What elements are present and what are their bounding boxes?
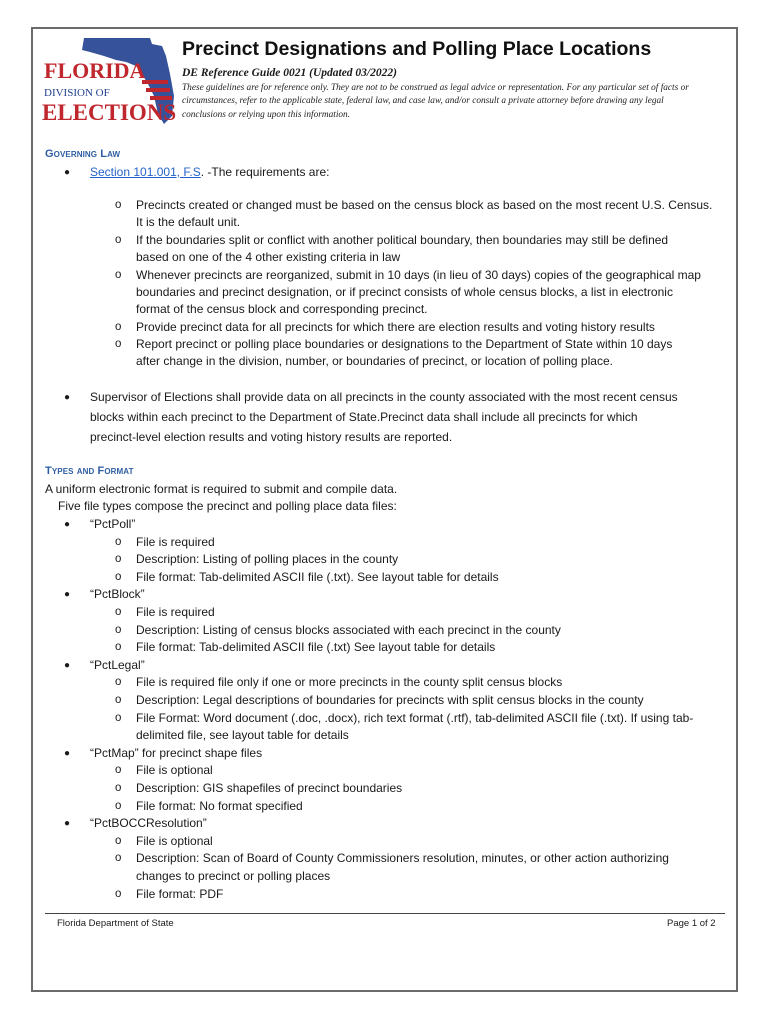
file-type-detail: File is required file only if one or more precincts in the county split census blocks bbox=[136, 675, 563, 689]
sub-marker: o bbox=[115, 199, 122, 211]
file-type-detail: File is optional bbox=[136, 834, 213, 848]
sub-marker: o bbox=[115, 536, 122, 548]
governing-law-bullet-1 bbox=[90, 164, 329, 181]
requirement-line: Precincts created or changed must be based on the census block as based on the most recent U.S. Census. bbox=[136, 198, 713, 212]
file-type-detail: File Format: Word document (.doc, .docx), rich text format (.rtf), tab-delimited ASCII file (.txt). If using tab- bbox=[136, 711, 694, 725]
types-intro-2: Five file types compose the precinct and polling place data files: bbox=[58, 499, 397, 513]
florida-elections-logo bbox=[38, 34, 176, 130]
reference-guide-subtitle: DE Reference Guide 0021 (Updated 03/2022) bbox=[182, 67, 397, 79]
requirement-line: It is the default unit. bbox=[136, 215, 241, 229]
file-type-detail: File is optional bbox=[136, 763, 213, 777]
bullet-marker: ● bbox=[64, 748, 71, 759]
requirement-line: format of the census block and corresponding precinct. bbox=[136, 302, 428, 316]
footer-page-number: Page 1 of 2 bbox=[667, 918, 716, 929]
page-title: Precinct Designations and Polling Place Locations bbox=[182, 38, 652, 60]
types-format-heading: Types and Format bbox=[45, 465, 134, 477]
bullet-marker: ● bbox=[64, 589, 71, 600]
sub-marker: o bbox=[115, 712, 122, 724]
bullet-marker: ● bbox=[64, 392, 71, 403]
file-type-name: “PctBlock” bbox=[90, 587, 145, 601]
disclaimer-line: conclusions or relying upon this information. bbox=[182, 109, 351, 120]
file-type-detail: File is required bbox=[136, 605, 215, 619]
bullet-marker: ● bbox=[64, 818, 71, 829]
file-type-name: “PctPoll” bbox=[90, 517, 136, 531]
sub-marker: o bbox=[115, 571, 122, 583]
file-type-detail: File format: Tab-delimited ASCII file (.txt). See layout table for details bbox=[136, 570, 499, 584]
requirement-line: Report precinct or polling place boundaries or designations to the Department of State within 10 days bbox=[136, 337, 673, 351]
sub-marker: o bbox=[115, 234, 122, 246]
requirement-line: based on one of the 4 other existing criteria in law bbox=[136, 250, 401, 264]
file-type-detail: Description: Scan of Board of County Commissioners resolution, minutes, or other action authorizing bbox=[136, 851, 669, 865]
footer-department: Florida Department of State bbox=[57, 918, 174, 929]
supervisor-line: Supervisor of Elections shall provide data on all precincts in the county associated with the most recent census bbox=[90, 390, 678, 404]
sub-marker: o bbox=[115, 835, 122, 847]
file-type-detail: Description: GIS shapefiles of precinct boundaries bbox=[136, 781, 403, 795]
logo-word-2: DIVISION OF bbox=[44, 87, 110, 99]
file-type-detail: Description: Listing of polling places in the county bbox=[136, 552, 399, 566]
supervisor-line: blocks within each precinct to the Department of State.Precinct data shall include all precincts for which bbox=[90, 410, 638, 424]
section-101-001-link[interactable]: Section 101.001, F.S bbox=[90, 165, 201, 179]
sub-marker: o bbox=[115, 338, 122, 350]
requirements-intro: . -The requirements are: bbox=[200, 165, 330, 179]
file-type-detail: File format: Tab-delimited ASCII file (.txt) See layout table for details bbox=[136, 640, 496, 654]
file-type-detail: Description: Legal descriptions of boundaries for precincts with split census blocks in the county bbox=[136, 693, 644, 707]
sub-marker: o bbox=[115, 800, 122, 812]
file-type-name: “PctMap” for precinct shape files bbox=[90, 746, 263, 760]
sub-marker: o bbox=[115, 676, 122, 688]
file-type-detail: changes to precinct or polling places bbox=[136, 869, 331, 883]
disclaimer bbox=[182, 82, 730, 122]
sub-marker: o bbox=[115, 269, 122, 281]
sub-marker: o bbox=[115, 888, 122, 900]
logo-word-1: FLORIDA bbox=[44, 58, 146, 83]
file-type-detail: File is required bbox=[136, 535, 215, 549]
file-type-detail: File format: No format specified bbox=[136, 799, 303, 813]
requirement-line: Provide precinct data for all precincts for which there are election results and voting history results bbox=[136, 320, 655, 334]
file-type-detail: delimited file, see layout table for details bbox=[136, 728, 349, 742]
requirement-line: after change in the division, number, or boundaries of precinct, or location of polling place. bbox=[136, 354, 613, 368]
bullet-marker: ● bbox=[64, 167, 71, 178]
sub-marker: o bbox=[115, 764, 122, 776]
sub-marker: o bbox=[115, 782, 122, 794]
file-type-detail: File format: PDF bbox=[136, 887, 224, 901]
requirement-line: If the boundaries split or conflict with another political boundary, then boundaries may still be defined bbox=[136, 233, 669, 247]
file-type-name: “PctLegal” bbox=[90, 658, 145, 672]
bullet-marker: ● bbox=[64, 519, 71, 530]
sub-marker: o bbox=[115, 553, 122, 565]
types-intro-1: A uniform electronic format is required to submit and compile data. bbox=[45, 482, 398, 496]
requirement-line: boundaries and precinct designation, or if precinct consists of whole census blocks, a list in electronic bbox=[136, 285, 673, 299]
sub-marker: o bbox=[115, 606, 122, 618]
supervisor-line: precinct-level election results and voting history results are reported. bbox=[90, 430, 453, 444]
file-type-name: “PctBOCCResolution” bbox=[90, 816, 207, 830]
bullet-marker: ● bbox=[64, 660, 71, 671]
requirement-line: Whenever precincts are reorganized, submit in 10 days (in lieu of 30 days) copies of the geographical map bbox=[136, 268, 701, 282]
logo-word-3: ELECTIONS bbox=[42, 100, 176, 125]
footer-rule bbox=[45, 913, 725, 914]
sub-marker: o bbox=[115, 321, 122, 333]
sub-marker: o bbox=[115, 694, 122, 706]
sub-marker: o bbox=[115, 641, 122, 653]
governing-law-heading: Governing Law bbox=[45, 148, 121, 160]
disclaimer-line: circumstances, refer to the applicable state, federal law, and case law, and/or consult a private attorney before drawing any legal bbox=[182, 96, 664, 107]
sub-marker: o bbox=[115, 624, 122, 636]
disclaimer-line: These guidelines are for reference only. They are not to be construed as legal advice or representation. For any particular set of facts or bbox=[182, 83, 689, 93]
file-type-detail: Description: Listing of census blocks associated with each precinct in the county bbox=[136, 623, 561, 637]
sub-marker: o bbox=[115, 852, 122, 864]
